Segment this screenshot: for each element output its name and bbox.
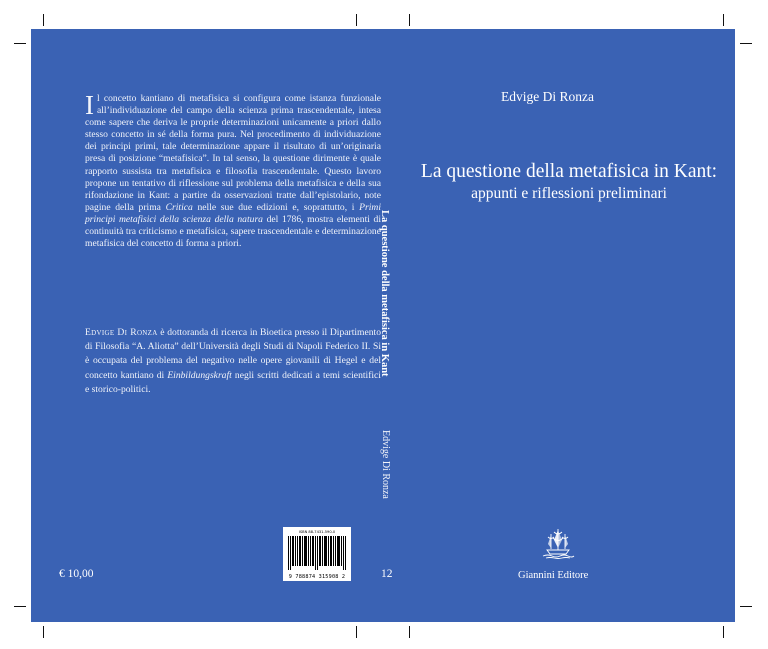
barcode-bars xyxy=(288,536,348,570)
back-cover-blurb xyxy=(85,90,381,250)
series-number: 12 xyxy=(381,568,393,580)
blurb-text: nelle sue due edizioni e, soprattutto, i xyxy=(192,201,360,213)
bio-text: è dottoranda di ricerca in Bioetica presso il Dipartimento di Filosofia “A. Aliotta” dell’Università degli Studi di Napoli Federico II. Si è occupata del problema del negativo nelle opere giovanili di Hegel e del concetto kantiano di xyxy=(85,327,382,381)
crop-mark xyxy=(740,606,752,607)
barcode-digits: 9 788874 315908 2 xyxy=(288,574,346,580)
crop-mark xyxy=(43,626,44,638)
crop-mark xyxy=(14,606,26,607)
blurb-emphasis: Primi principi metafisici della scienza della natura xyxy=(85,201,381,225)
author-bio xyxy=(85,326,381,397)
ship-logo-icon xyxy=(540,526,576,560)
crop-mark xyxy=(356,14,357,26)
isbn-label: ISBN 88-7431-590-0 xyxy=(298,530,336,534)
crop-mark xyxy=(409,14,410,26)
crop-mark xyxy=(43,14,44,26)
book-cover xyxy=(31,29,735,622)
crop-mark xyxy=(356,626,357,638)
crop-mark xyxy=(740,43,752,44)
bio-emphasis: Einbildungskraft xyxy=(167,369,232,381)
front-subtitle: appunti e riflessioni preliminari xyxy=(471,185,667,202)
spine-author: Edvige Di Ronza xyxy=(380,430,391,499)
isbn-barcode xyxy=(283,527,351,581)
crop-mark xyxy=(723,626,724,638)
front-title: La questione della metafisica in Kant: xyxy=(420,161,718,182)
blurb-text: l concetto kantiano di metafisica si configura come istanza funzionale all’individuazione del campo della scienza prima trascendentale, intesa come sapere che deriva le proprie determinazioni unicamente a priori dallo stesso concetto in sé della forma pura. Nel procedimento di individuazione dei principi primi, tale determinazione appare il risultato di un’originaria presa di posizione “metafisica”. In tal senso, la questione dirimente è quale rapporto sussista tra metafisica e filosofia trascendentale. Questo lavoro propone un tentativo di riflessione sul problema della metafisica e della sua rifondazione in Kant: a partire da osservazioni tratte dall’epistolario, note pagine della prima xyxy=(85,93,381,213)
bio-text: negli scritti dedicati a temi scientifici e storico-politici. xyxy=(85,369,381,395)
blurb-dropcap: I xyxy=(85,90,94,120)
blurb-text: del 1786, mostra elementi di continuità tra criticismo e metafisica, sapere trascendentale e determinazione metafisica del concetto di forma a priori. xyxy=(85,213,381,250)
blurb-emphasis: Critica xyxy=(165,201,193,213)
crop-mark xyxy=(409,626,410,638)
bio-author-name: Edvige Di Ronza xyxy=(85,327,158,338)
crop-mark xyxy=(723,14,724,26)
publisher-name: Giannini Editore xyxy=(518,570,589,581)
front-author: Edvige Di Ronza xyxy=(501,89,594,104)
crop-mark xyxy=(14,43,26,44)
spine-title: La questione della metafisica in Kant xyxy=(379,210,390,377)
price: € 10,00 xyxy=(59,568,94,580)
